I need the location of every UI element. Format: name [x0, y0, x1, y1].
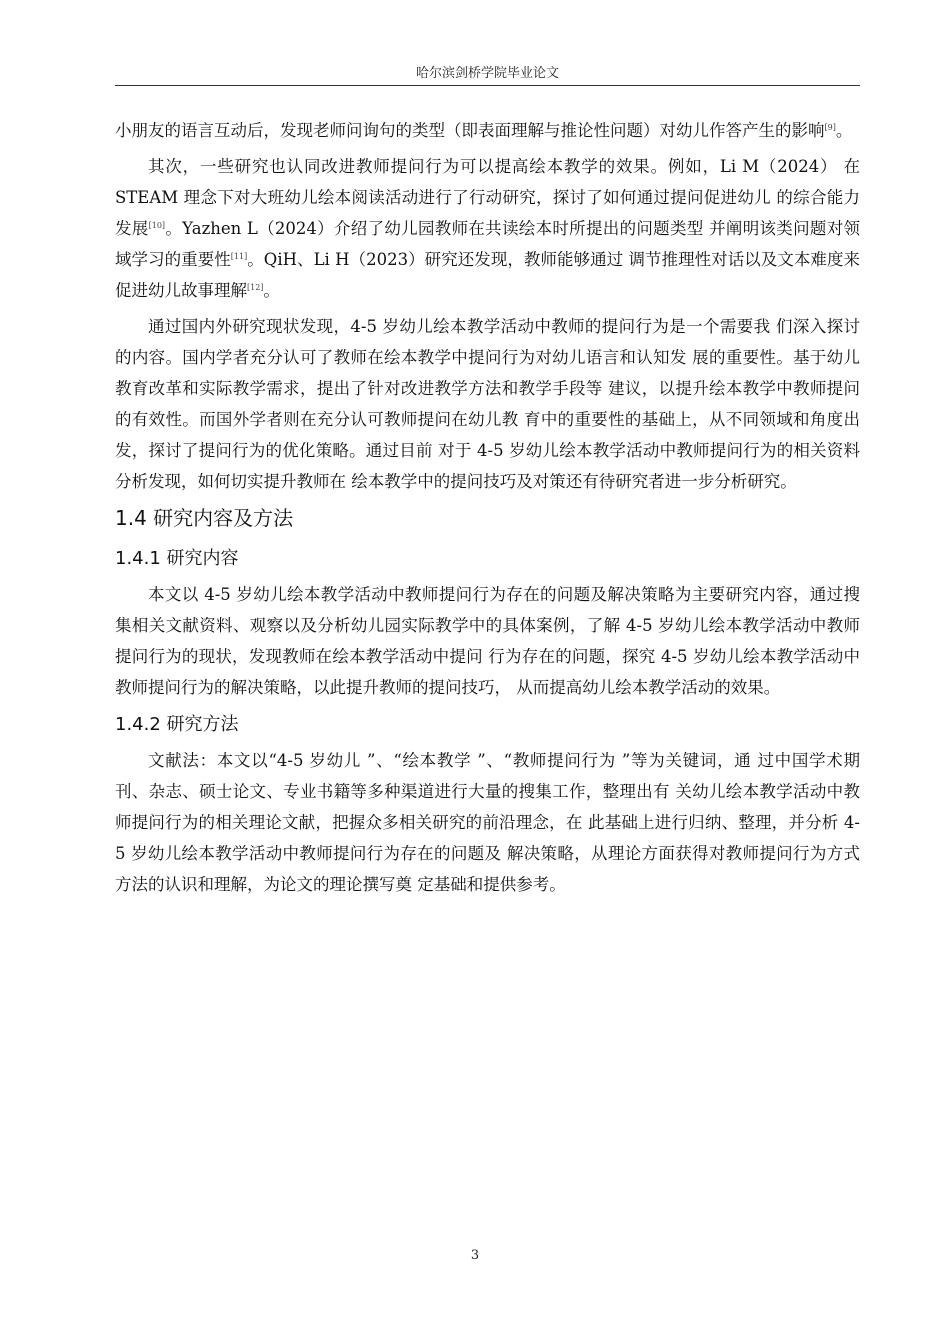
- citation-9: [9]: [824, 123, 836, 132]
- page-header: 哈尔滨剑桥学院毕业论文: [415, 66, 559, 81]
- citation-12: [12]: [247, 283, 264, 292]
- citation-10: [10]: [148, 221, 166, 230]
- header-divider: [115, 85, 860, 86]
- paragraph-research-content: 本文以 4-5 岁幼儿绘本教学活动中教师提问行为存在的问题及解决策略为主要研究内容，通过搜集相关文献资料、观察以及分析幼儿园实际教学中的具体案例，了解 4-5 岁幼儿绘本教学活动中教师提问行为的现状，发现教师在绘本教学活动中提问 行为存在的问题，探究 4-5 岁幼儿绘本教学活动中教师提问行为的解决策略，以此提升教师的提问技巧， 从而提高幼儿绘本教学活动的效果。: [115, 585, 860, 697]
- citation-11: [11]: [230, 252, 248, 261]
- paragraph-summary: 通过国内外研究现状发现，4-5 岁幼儿绘本教学活动中教师的提问行为是一个需要我 们深入探讨的内容。国内学者充分认可了教师在绘本教学中提问行为对幼儿语言和认知发 展的重要性。基于幼儿教育改革和实际教学需求，提出了针对改进教学方法和教学手段等 建议，以提升绘本教学中教师提问的有效性。而国外学者则在充分认可教师提问在幼儿教 育中的重要性的基础上，从不同领域和角度出发，探讨了提问行为的优化策略。通过目前 对于 4-5 岁幼儿绘本教学活动中教师提问行为的相关资料分析发现，如何切实提升教师在 绘本教学中的提问技巧及对策还有待研究者进一步分析研究。: [115, 317, 860, 491]
- section-heading-1-4-1: 1.4.1 研究内容: [115, 548, 239, 569]
- section-heading-1-4-2: 1.4.2 研究方法: [115, 714, 239, 735]
- paragraph-continuation: 小朋友的语言互动后，发现老师问询句的类型（即表面理解与推论性问题）对幼儿作答产生的影响[9]。: [115, 121, 853, 140]
- paragraph-research-method: 文献法：本文以“4-5 岁幼儿 ”、“绘本教学 ”、“教师提问行为 ”等为关键词，通 过中国学术期刊、杂志、硕士论文、专业书籍等多种渠道进行大量的搜集工作，整理出有 关幼儿绘本教学活动中教师提问行为的相关理论文献，把握众多相关研究的前沿理念，在 此基础上进行归纳、整理，并分析 4-5 岁幼儿绘本教学活动中教师提问行为存在的问题及 解决策略，从理论方面获得对教师提问行为方式方法的认识和理解，为论文的理论撰写奠 定基础和提供参考。: [115, 751, 860, 894]
- page-number: 3: [470, 1248, 480, 1263]
- paragraph-foreign-research: 其次，一些研究也认同改进教师提问行为可以提高绘本教学的效果。例如，Li M（2024） 在 STEAM 理念下对大班幼儿绘本阅读活动进行了行动研究，探讨了如何通过提问促进幼儿 的综合能力发展[10]。Yazhen L（2024）介绍了幼儿园教师在共读绘本时所提出的问题类型 并阐明该类问题对领域学习的重要性[11]。QiH、Li H（2023）研究还发现，教师能够通过 调节推理性对话以及文本难度来促进幼儿故事理解[12]。: [115, 157, 860, 300]
- section-heading-1-4: 1.4 研究内容及方法: [115, 506, 294, 530]
- page-body: [115, 115, 860, 900]
